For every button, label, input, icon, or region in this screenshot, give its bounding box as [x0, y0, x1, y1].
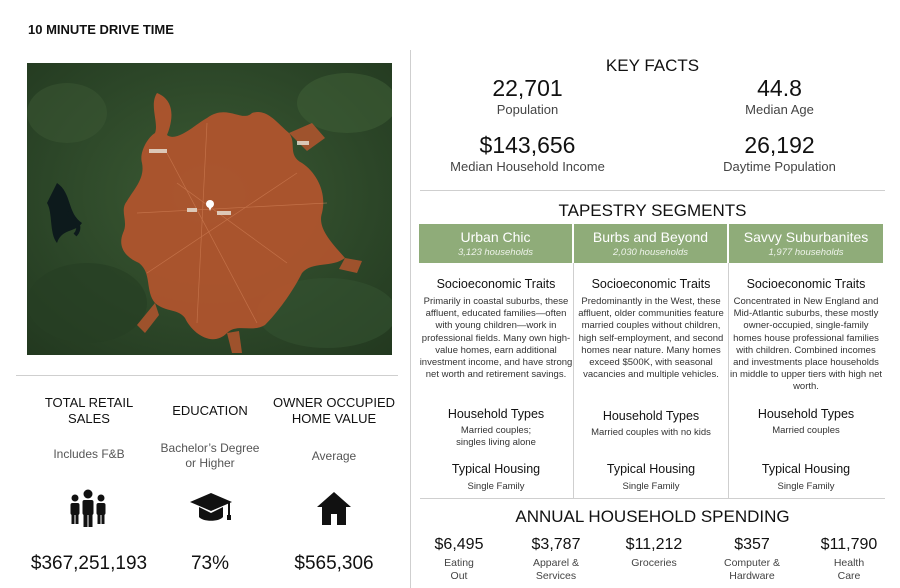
- key-fact-income: [420, 132, 635, 174]
- key-facts-divider: [420, 190, 885, 191]
- vertical-divider: [410, 50, 411, 588]
- stat-owner-occupied-home-value: [268, 395, 400, 427]
- segment-header-urban-chic[interactable]: [419, 224, 572, 263]
- key-fact-value: 26,192: [744, 132, 815, 158]
- stat-subtext: Includes F&B: [53, 447, 125, 461]
- key-fact-label: Median Household Income: [450, 159, 605, 174]
- household-types-text: Married couples: [772, 425, 840, 436]
- typical-housing-text: Single Family: [622, 481, 680, 492]
- satellite-map-image: [27, 63, 392, 355]
- stat-subtext: Bachelor’s Degree or Higher: [160, 441, 260, 470]
- tapestry-title: TAPESTRY SEGMENTS: [558, 201, 747, 220]
- key-fact-population: [420, 75, 635, 117]
- stat-home-value: [268, 553, 400, 575]
- typical-housing-heading: Typical Housing: [451, 462, 541, 476]
- household-types-burbs-and-beyond: [574, 409, 728, 439]
- household-types-heading: Household Types: [447, 407, 545, 421]
- segments-divider: [420, 498, 885, 499]
- segment-header-savvy-suburbanites[interactable]: [729, 224, 883, 263]
- typical-housing-text: Single Family: [467, 481, 525, 492]
- segment-details-urban-chic: [419, 263, 573, 381]
- traits-heading: Socioeconomic Traits: [436, 277, 556, 291]
- spending-value: $6,495: [434, 536, 484, 553]
- spending-label: Health Care: [833, 557, 865, 582]
- typical-housing-burbs-and-beyond: [574, 462, 728, 493]
- spending-label: Apparel & Services: [532, 557, 580, 582]
- stat-sub-home-value: [272, 449, 396, 464]
- segment-details-burbs-and-beyond: [574, 263, 728, 381]
- key-fact-value: 22,701: [492, 75, 563, 101]
- stat-total-retail-sales: [27, 395, 151, 427]
- stat-value: $367,251,193: [30, 553, 148, 574]
- stat-sub-retail: [27, 447, 151, 462]
- spending-apparel: [511, 536, 601, 583]
- traits-text: Primarily in coastal suburbs, these affluent, educated families—often with young children—work in professional fields. Many own high-value homes, earn additional investment income, and have strong net worth and retirement savings.: [419, 296, 573, 381]
- stat-value: $565,306: [294, 553, 374, 574]
- key-fact-label: Daytime Population: [723, 159, 836, 174]
- left-horizontal-divider: [16, 375, 398, 376]
- segment-households: 3,123 households: [457, 247, 533, 258]
- spending-label: Groceries: [631, 557, 677, 569]
- typical-housing-heading: Typical Housing: [761, 462, 851, 476]
- typical-housing-savvy-suburbanites: [729, 462, 883, 493]
- page-title: 10 MINUTE DRIVE TIME: [28, 22, 174, 37]
- spending-value: $357: [734, 536, 770, 553]
- stat-retail-value: [14, 553, 164, 575]
- key-fact-value: $143,656: [479, 132, 576, 158]
- spending-value: $11,790: [820, 536, 878, 553]
- household-types-urban-chic: [419, 407, 573, 449]
- household-types-text: Married couples; singles living alone: [456, 425, 536, 449]
- segment-households: 2,030 households: [612, 247, 688, 258]
- typical-housing-urban-chic: [419, 462, 573, 493]
- stat-sub-education: [148, 441, 272, 471]
- key-facts-title: KEY FACTS: [605, 56, 700, 75]
- segment-name: Savvy Suburbanites: [743, 229, 869, 245]
- segment-name: Urban Chic: [460, 229, 531, 245]
- spending-health-care: [804, 536, 894, 583]
- spending-value: $11,212: [625, 536, 683, 553]
- stat-heading: TOTAL RETAIL SALES: [44, 395, 134, 426]
- key-fact-daytime-population: [672, 132, 887, 174]
- traits-heading: Socioeconomic Traits: [746, 277, 866, 291]
- spending-label: Computer & Hardware: [723, 557, 781, 582]
- typical-housing-text: Single Family: [777, 481, 835, 492]
- stat-value: 73%: [190, 553, 230, 574]
- segment-header-burbs-and-beyond[interactable]: [574, 224, 727, 263]
- spending-groceries: [609, 536, 699, 570]
- spending-computer: [707, 536, 797, 583]
- segment-name: Burbs and Beyond: [592, 229, 709, 245]
- stat-education: [148, 403, 272, 419]
- key-fact-value: 44.8: [757, 75, 802, 101]
- spending-eating-out: [414, 536, 504, 583]
- house-icon: [316, 490, 352, 531]
- stat-heading: EDUCATION: [172, 403, 248, 418]
- key-fact-label: Population: [496, 102, 559, 117]
- spending-title: ANNUAL HOUSEHOLD SPENDING: [515, 507, 790, 526]
- typical-housing-heading: Typical Housing: [606, 462, 696, 476]
- household-types-text: Married couples with no kids: [591, 427, 711, 438]
- household-types-savvy-suburbanites: [729, 407, 883, 437]
- spending-value: $3,787: [531, 536, 581, 553]
- spending-label: Eating Out: [444, 557, 474, 582]
- traits-text: Concentrated in New England and Mid-Atlantic suburbs, these mostly owner-occupied, single-family homes house professional families with children. Combined incomes and investments place households in middle to upper tiers with high net worth.: [729, 296, 883, 393]
- traits-heading: Socioeconomic Traits: [591, 277, 711, 291]
- stat-education-value: [148, 553, 272, 575]
- segment-households: 1,977 households: [768, 247, 844, 258]
- key-fact-label: Median Age: [745, 102, 814, 117]
- people-icon: [68, 488, 108, 533]
- segment-details-savvy-suburbanites: [729, 263, 883, 394]
- stat-heading: OWNER OCCUPIED HOME VALUE: [272, 395, 396, 426]
- household-types-heading: Household Types: [602, 409, 700, 423]
- household-types-heading: Household Types: [757, 407, 855, 421]
- drive-time-map[interactable]: [27, 63, 392, 355]
- graduation-cap-icon: [189, 491, 233, 530]
- key-fact-median-age: [672, 75, 887, 117]
- traits-text: Predominantly in the West, these affluent, older communities feature married couples without children, high self-employment, and second homes near nature. Many homes exceed $500K, with seasonal vacancies and multiple vehicles.: [578, 296, 724, 381]
- stat-subtext: Average: [311, 449, 357, 463]
